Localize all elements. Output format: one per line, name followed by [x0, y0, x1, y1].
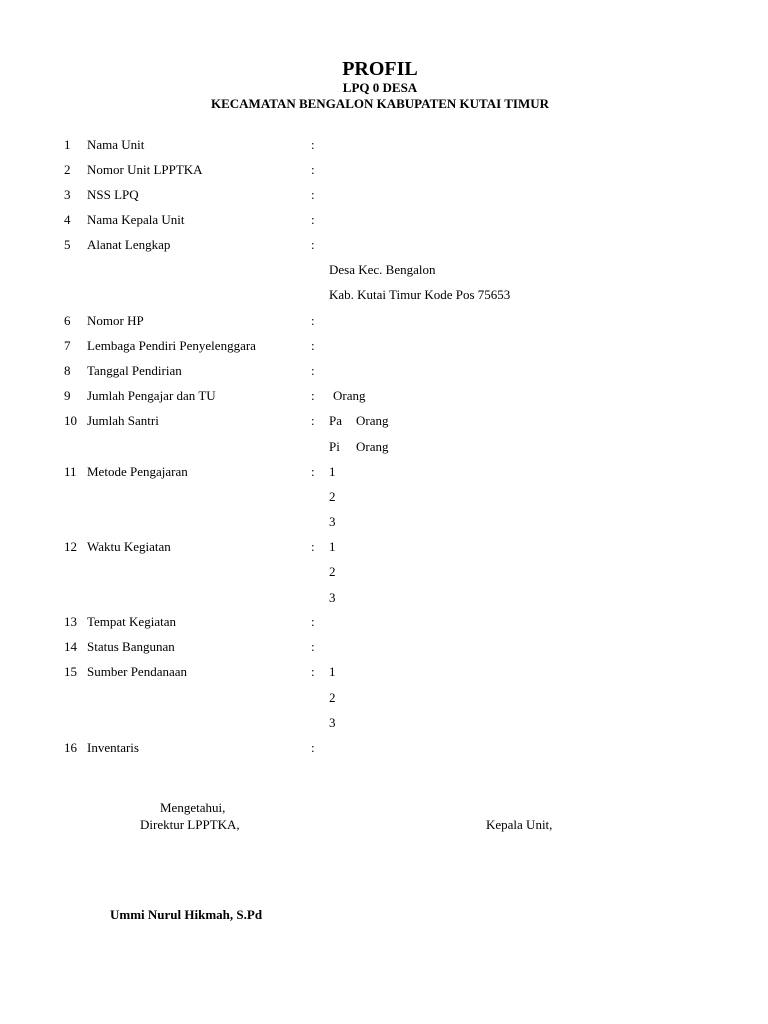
row-number: 4 — [64, 212, 71, 227]
subtitle-lpq: LPQ 0 DESA — [342, 80, 418, 95]
signatory-name: Ummi Nurul Hikmah, S.Pd — [110, 907, 263, 922]
row-number: 5 — [64, 237, 71, 252]
row-label: Jumlah Santri — [87, 413, 159, 428]
row-label: Nama Unit — [87, 137, 145, 152]
row-label: Alanat Lengkap — [87, 237, 171, 252]
sumber-item: 1 — [329, 664, 336, 679]
row-label: Nomor HP — [87, 313, 144, 328]
address-line-1: Desa Kec. Bengalon — [329, 262, 436, 277]
row-number: 6 — [64, 313, 71, 328]
row-colon: : — [311, 664, 315, 679]
page-title: PROFIL — [342, 58, 418, 80]
row-colon: : — [311, 639, 315, 654]
waktu-item: 3 — [329, 590, 336, 605]
santri-pi-label: Pi — [329, 439, 340, 454]
row-label: Sumber Pendanaan — [87, 664, 188, 679]
row-label: NSS LPQ — [87, 187, 139, 202]
metode-item: 3 — [329, 514, 336, 529]
row-label: Jumlah Pengajar dan TU — [87, 388, 216, 403]
direktur-label: Direktur LPPTKA, — [140, 817, 240, 832]
row-number: 7 — [64, 338, 71, 353]
row-label: Lembaga Pendiri Penyelenggara — [87, 338, 256, 353]
row-colon: : — [311, 338, 315, 353]
santri-pa-label: Pa — [329, 413, 342, 428]
row-number: 1 — [64, 137, 71, 152]
santri-pa-unit: Orang — [356, 413, 389, 428]
address-line-2: Kab. Kutai Timur Kode Pos 75653 — [329, 287, 511, 302]
row-number: 9 — [64, 388, 71, 403]
waktu-item: 1 — [329, 539, 336, 554]
row-number: 10 — [64, 413, 77, 428]
row-label: Waktu Kegiatan — [87, 539, 171, 554]
row-colon: : — [311, 162, 315, 177]
mengetahui-label: Mengetahui, — [160, 800, 226, 815]
row-value: Orang — [333, 388, 366, 403]
row-number: 14 — [64, 639, 77, 654]
row-colon: : — [311, 187, 315, 202]
metode-item: 2 — [329, 489, 336, 504]
row-colon: : — [311, 237, 315, 252]
sumber-item: 2 — [329, 690, 336, 705]
row-colon: : — [311, 539, 315, 554]
santri-pi-unit: Orang — [356, 439, 389, 454]
row-colon: : — [311, 614, 315, 629]
row-label: Nama Kepala Unit — [87, 212, 185, 227]
row-number: 11 — [64, 464, 77, 479]
row-number: 15 — [64, 664, 77, 679]
row-number: 12 — [64, 539, 77, 554]
row-label: Inventaris — [87, 740, 139, 755]
kepala-unit-label: Kepala Unit, — [486, 817, 553, 832]
row-number: 8 — [64, 363, 71, 378]
row-label: Tanggal Pendirian — [87, 363, 182, 378]
row-colon: : — [311, 137, 315, 152]
row-number: 13 — [64, 614, 77, 629]
row-label: Status Bangunan — [87, 639, 175, 654]
row-colon: : — [311, 212, 315, 227]
sumber-item: 3 — [329, 715, 336, 730]
row-number: 16 — [64, 740, 77, 755]
row-colon: : — [311, 740, 315, 755]
row-number: 3 — [64, 187, 71, 202]
row-colon: : — [311, 464, 315, 479]
row-colon: : — [311, 388, 315, 403]
row-label: Tempat Kegiatan — [87, 614, 176, 629]
metode-item: 1 — [329, 464, 336, 479]
waktu-item: 2 — [329, 564, 336, 579]
row-label: Nomor Unit LPPTKA — [87, 162, 203, 177]
row-label: Metode Pengajaran — [87, 464, 188, 479]
row-number: 2 — [64, 162, 71, 177]
subtitle-kecamatan: KECAMATAN BENGALON KABUPATEN KUTAI TIMUR — [210, 96, 550, 111]
row-colon: : — [311, 413, 315, 428]
row-colon: : — [311, 363, 315, 378]
row-colon: : — [311, 313, 315, 328]
